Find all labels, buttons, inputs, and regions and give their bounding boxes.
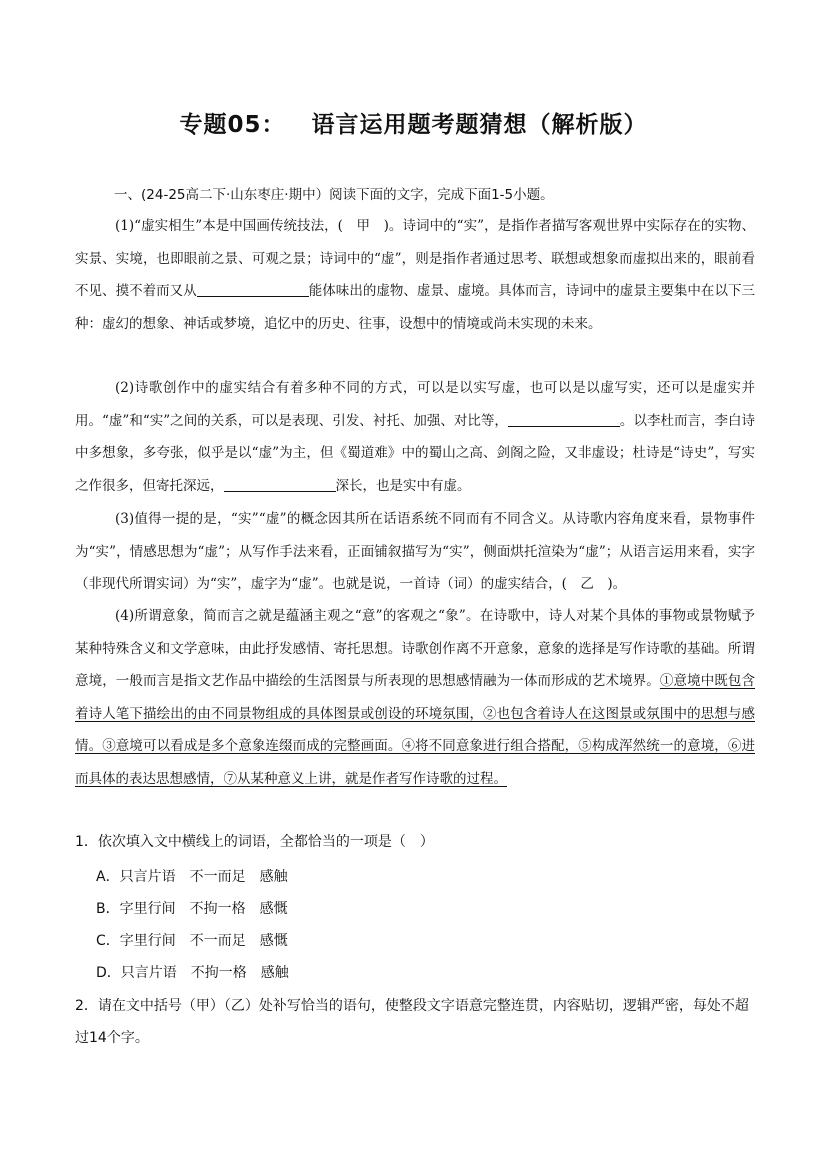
paragraph-3-text: (3)值得一提的是，“实”“虚”的概念因其所在话语系统不同而有不同含义。从诗歌内容角度来看，景物事件为“实”，情感思想为“虚”；从写作手法来看，正面铺叙描写为“实”，侧面烘托渲染为“虚”；从语言运用来看，实字（非现代所谓实词）为“实”，虚字为“虚”。也就是说，一首诗（词）的虚实结合，( 乙 )。 — [75, 511, 755, 592]
paragraph-2 — [75, 372, 755, 502]
option-word-3: 感慨 — [259, 901, 288, 917]
title-part-1: 专题05： — [179, 112, 286, 138]
question-1-option-b — [96, 898, 288, 918]
paragraph-2-text-a: (2)诗歌创作中的虚实结合有着多种不同的方式，可以是以实写虚，也可以是以虚写实，还可以是虚实并用。“虚”和“实”之间的关系，可以是表现、引发、衬托、加强、对比等， — [75, 380, 755, 429]
paragraph-1-text-b: 能体味出的虚物、虚景、虚境。具体而言，诗词中的虚景主要集中在以下三种：虚幻的想象、神话或梦境，追忆中的历史、往事，设想中的情境或尚未实现的未来。 — [75, 283, 756, 332]
title-part-2: 语言运用题考题猜想（解析版） — [311, 112, 648, 138]
paragraph-4 — [75, 600, 755, 795]
option-letter: A． — [96, 869, 120, 885]
paragraph-3 — [75, 503, 755, 601]
paragraph-2-text-b: 。以李杜而言，李白诗中多想象，多夸张，似乎是以“虚”为主，但《蜀道难》中的蜀山之高、剑阁之险，又非虚设；杜诗是“诗史”，写实之作很多，但寄托深远， — [75, 412, 756, 494]
paragraph-2-text-c: 深长，也是实中有虚。 — [335, 477, 471, 494]
section-intro: 一、(24-25高二下·山东枣庄·期中）阅读下面的文字，完成下面1-5小题。 — [114, 187, 554, 203]
question-1-option-d — [96, 962, 289, 982]
question-1-stem: 1．依次填入文中横线上的词语，全都恰当的一项是（ ） — [75, 834, 434, 850]
paragraph-4-text: (4)所谓意象，简而言之就是蕴涵主观之“意”的客观之“象”。在诗歌中，诗人对某个具体的事物或景物赋予某种特殊含义和文学意味，由此抒发感情、寄托思想。诗歌创作离不开意象，意象的选择是写作诗歌的基础。所谓意境，一般而言是指文艺作品中描绘的生活图景与所表现的思想感情融为一体而形成的艺术境界。 — [75, 608, 755, 689]
page-title — [0, 106, 827, 139]
option-word-2: 不一而足 — [189, 869, 246, 885]
paragraph-1 — [75, 210, 755, 340]
option-word-1: 字里行间 — [119, 933, 176, 949]
fill-blank-1 — [197, 281, 309, 297]
question-1-option-a — [96, 866, 288, 886]
option-word-1: 只言片语 — [119, 869, 176, 885]
option-word-1: 字里行间 — [119, 901, 176, 917]
option-word-2: 不一而足 — [189, 933, 246, 949]
question-1-option-c — [96, 930, 288, 950]
option-word-3: 感慨 — [259, 933, 288, 949]
fill-blank-3 — [224, 476, 336, 492]
option-letter: D． — [96, 965, 121, 981]
option-word-1: 只言片语 — [120, 965, 177, 981]
option-letter: C． — [96, 933, 120, 949]
option-word-2: 不拘一格 — [189, 901, 246, 917]
option-word-2: 不拘一格 — [190, 965, 247, 981]
option-letter: B． — [96, 901, 120, 917]
paragraph-4-underlined-text: ①意境中既包含着诗人笔下描绘出的由不同景物组成的具体图景或创设的环境氛围，②也包含着诗人在这图景或氛围中的思想与感情。③意境可以看成是多个意象连缀而成的完整画面。④将不同意象进行组合搭配，⑤构成浑然统一的意境，⑥进而具体的表达思想感情，⑦从某种意义上讲，就是作者写作诗歌的过程。 — [75, 673, 756, 787]
paragraph-1-text-a: (1)“虚实相生”本是中国画传统技法，( 甲 )。诗词中的“实”，是指作者描写客观世界中实际存在的实物、实景、实境，也即眼前之景、可观之景；诗词中的“虚”，则是指作者通过思考、联想或想象而虚拟出来的，眼前看不见、摸不着而又从 — [75, 218, 755, 299]
question-2-stem: 2．请在文中括号（甲）（乙）处补写恰当的语句，使整段文字语意完整连贯，内容贴切，逻辑严密，每处不超过14个字。 — [75, 998, 749, 1046]
option-word-3: 感触 — [260, 965, 289, 981]
option-word-3: 感触 — [259, 869, 288, 885]
fill-blank-2 — [508, 411, 620, 427]
